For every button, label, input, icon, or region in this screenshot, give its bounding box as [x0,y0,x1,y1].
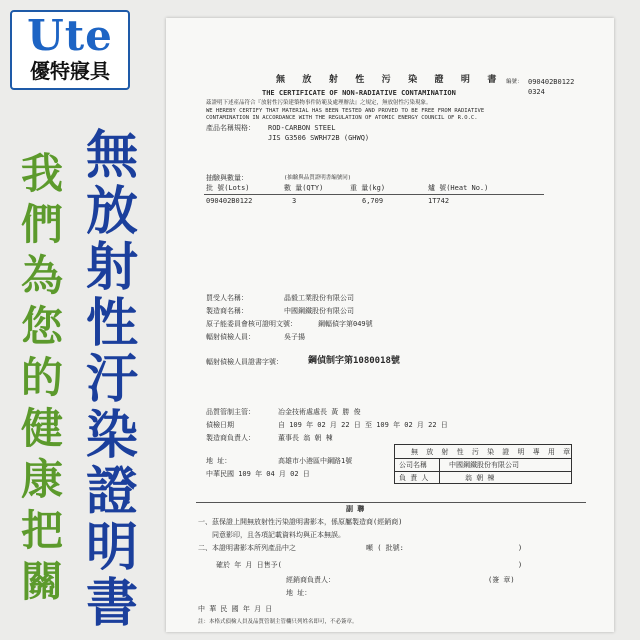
section-divider [196,502,586,503]
slogan-vertical [14,148,70,607]
note-2-batch: 噸 ( 批號: [366,544,404,552]
certificate-number-label: 編號： [506,79,523,85]
table-divider [204,194,544,195]
declaration-en-2: CONTAMINATION IN ACCORDANCE WITH THE REGULATION OF ATOMIC ENERGY COUNCIL OF R.O.C. [206,115,478,121]
column-lot: 批 號(Lots) [206,184,250,192]
address-label: 地 址： [206,457,232,465]
certificate-title-zh: 無 放 射 性 污 染 證 明 書 [276,75,503,85]
product-name: ROD-CARBON STEEL [268,124,336,132]
buyer-value: 晶毅工業股份有限公司 [284,294,354,302]
slogan-char: 您 [20,302,63,351]
stamp-divider [395,471,571,472]
tester-value: 吳子揚 [284,333,305,341]
cell-weight: 6,709 [362,197,384,205]
headline-vertical [78,128,146,632]
slogan-char: 為 [20,251,63,300]
brand-name: 優特寢具 [30,59,110,83]
headline-char: 明 [85,518,138,578]
note-2-close: ) [518,544,523,552]
column-heat: 爐 號(Heat No.) [428,184,489,192]
certificate-number-sub: 0324 [528,88,545,96]
inspection-note: (抽驗與品質證明書編號同) [284,175,352,181]
license-label: 輻射偵檢人員證書字號： [206,358,283,366]
footer-note: 註：本格式偵檢人員及品質管制主管欄只列姓名即可，不必簽章。 [198,619,358,625]
address-value: 高雄市小港區中鋼路1號 [278,457,353,465]
headline-char: 染 [85,406,138,466]
stamp-company-label: 公司名稱 [399,461,427,469]
note-2: 二、本證明書影本所列產品中之 [198,544,296,552]
slogan-char: 們 [20,200,63,249]
license-value: 鋼偵制字第1080018號 [308,356,400,366]
stamp-divider [439,458,440,483]
stamp-divider [395,458,571,459]
slogan-char: 我 [20,149,63,198]
stamp-company: 中國鋼鐵股份有限公司 [449,461,519,469]
note-1b: 同意影印，且各項記載資料均與正本無誤。 [212,531,345,539]
dealer-seal: (簽 章) [488,576,515,584]
date-label: 偵檢日期 [206,421,234,429]
permit-label: 原子能委員會核可證明文號： [206,320,297,328]
cell-heat: 1T742 [428,197,450,205]
product-spec: JIS G3506 SWRH72B (GHWQ) [268,134,370,142]
product-label: 產品名稱規格： [206,124,255,132]
tester-label: 輻射偵檢人員： [206,333,255,341]
stamp-rep-label: 負 責 人 [399,474,429,482]
maker-label: 製造商名稱： [206,307,248,315]
maker-value: 中國鋼鐵股份有限公司 [284,307,354,315]
stamp-title: 無 放 射 性 污 染 證 明 專 用 章 [411,448,573,456]
qa-value: 冶金技術處處長 黃 勝 俊 [278,408,361,416]
cell-qty: 3 [292,197,297,205]
issue-date: 中華民國 109 年 04 月 02 日 [206,470,310,478]
qa-label: 品質管制主管： [206,408,255,416]
headline-char: 性 [85,294,138,354]
buyer-label: 買受人名稱： [206,294,248,302]
headline-char: 書 [85,574,138,634]
slogan-char: 康 [20,455,63,504]
certificate-title-en: THE CERTIFICATE OF NON-RADIATIVE CONTAMINATION [262,89,456,97]
certificate-document [166,18,614,632]
headline-char: 無 [85,126,138,186]
headline-char: 放 [85,182,138,242]
notes-title: 副 聯 [346,505,365,513]
inspection-label: 抽驗與數量： [206,174,248,182]
headline-char: 證 [85,462,138,522]
date-value: 自 109 年 02 月 22 日 至 109 年 02 月 22 日 [278,421,448,429]
certificate-number: 090402B0122 [528,78,575,86]
declaration-en-1: WE HEREBY CERTIFY THAT MATERIAL HAS BEEN TESTED AND PROVED TO BE FREE FROM RADIATIVE [206,108,485,114]
cell-lot: 090402B0122 [206,197,253,205]
dealer-address: 地 址： [286,589,312,597]
slogan-char: 健 [20,404,63,453]
footer-date: 中 華 民 國 年 月 日 [198,605,273,613]
slogan-char: 關 [20,557,63,606]
logo-mark: Ute [27,11,113,60]
brand-logo [10,10,130,90]
dealer-label: 經銷商負責人： [286,576,335,584]
dealer-close: ) [518,561,523,569]
note-1: 一、茲保證上開無放射性污染證明書影本，係原屬製造商(經銷商) [198,518,403,526]
responsible-label: 製造商負責人： [206,434,255,442]
declaration-zh: 茲證明下述產品符合『放射性污染建築物事件防範及處理辦法』之規定，無放射性污染現象。 [206,100,432,106]
permit-value: 鋼輻偵字第049號 [318,320,373,328]
slogan-char: 把 [20,506,63,555]
slogan-char: 的 [20,353,63,402]
dealer-sold: 確於 年 月 日售予( [216,561,282,569]
certification-stamp [394,444,572,484]
responsible-value: 董事長 翁 朝 棟 [278,434,333,442]
column-weight: 重 量(kg) [350,184,386,192]
stamp-rep: 翁 朝 棟 [465,474,495,482]
headline-char: 射 [85,238,138,298]
headline-char: 汙 [85,350,138,410]
column-qty: 數 量(QTY) [284,184,324,192]
